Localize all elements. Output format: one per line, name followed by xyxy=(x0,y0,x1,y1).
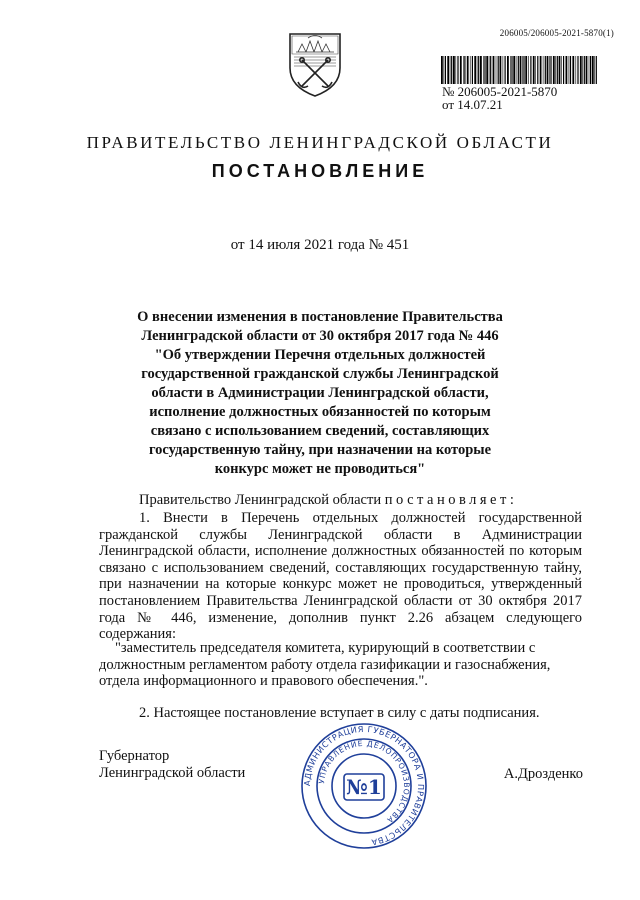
intro-spaced-word: постановляет xyxy=(384,492,510,508)
coat-of-arms-icon xyxy=(286,30,344,98)
document-type: ПОСТАНОВЛЕНИЕ xyxy=(211,161,429,181)
svg-text:№1: №1 xyxy=(346,775,382,799)
svg-text:УПРАВЛЕНИЕ ДЕЛОПРОИЗВОДСТВА: УПРАВЛЕНИЕ ДЕЛОПРОИЗВОДСТВА xyxy=(317,738,412,826)
subject-line: Ленинградской области от 30 октября 2017 года № 446 xyxy=(141,328,499,344)
subject-line: исполнение должностных обязанностей по которым xyxy=(149,404,491,420)
signatory-title-line: Губернатор xyxy=(99,748,170,764)
official-seal-stamp xyxy=(300,722,428,850)
subject-line: государственную тайну, при назначении на которые xyxy=(148,442,492,458)
document-subject xyxy=(120,308,520,479)
subject-line: О внесении изменения в постановление Правительства xyxy=(137,309,503,325)
subject-line: области в Администрации Ленинградской области, xyxy=(151,385,489,401)
quoted-amendment: "заместитель председателя комитета, курирующий в соответствии с должностным регламентом работу отдела газификации и газоснабжения, отдела информационного и правового обеспечения.". xyxy=(99,640,551,690)
registration-number: № 206005-2021-5870 xyxy=(442,84,558,99)
signatory-name: А.Дрозденко xyxy=(503,766,583,782)
subject-line: "Об утверждении Перечня отдельных должностей xyxy=(154,347,486,363)
svg-text:АДМИНИСТРАЦИЯ ГУБЕРНАТОРА И ПР: АДМИНИСТРАЦИЯ ГУБЕРНАТОРА И ПРАВИТЕЛЬСТВА xyxy=(301,723,427,848)
subject-line: связано с использованием сведений, составляющих xyxy=(150,423,490,439)
intro-colon: : xyxy=(509,492,514,508)
intro-text: Правительство Ленинградской области xyxy=(139,492,385,508)
signatory-title-line: Ленинградской области xyxy=(99,765,246,781)
registration-date: от 14.07.21 xyxy=(442,97,503,112)
paragraph-2: 2. Настоящее постановление вступает в силу с даты подписания. xyxy=(139,705,540,721)
subject-line: государственной гражданской службы Ленинградской xyxy=(141,366,499,382)
barcode xyxy=(440,56,598,84)
resolution-intro xyxy=(99,492,582,509)
paragraph-1: 1. Внести в Перечень отдельных должностей государственной гражданской службы Ленинградской области в Администрации Ленинградской области, исполнение должностных обязанностей по которым связано с использованием сведений, составляющих государственную тайну, при назначении на которые конкурс может не проводиться, утвержденный постановлением Правительства Ленинградской области от 30 октября 2017 года № 446, изменение, дополнив пункт 2.26 абзацем следующего содержания: xyxy=(99,510,582,643)
signatory-title xyxy=(99,748,245,782)
government-title: ПРАВИТЕЛЬСТВО ЛЕНИНГРАДСКОЙ ОБЛАСТИ xyxy=(86,133,554,152)
document-date: от 14 июля 2021 года № 451 xyxy=(230,237,410,253)
document-code: 206005/206005-2021-5870(1) xyxy=(499,28,614,38)
subject-line: конкурс может не проводиться" xyxy=(214,461,426,477)
